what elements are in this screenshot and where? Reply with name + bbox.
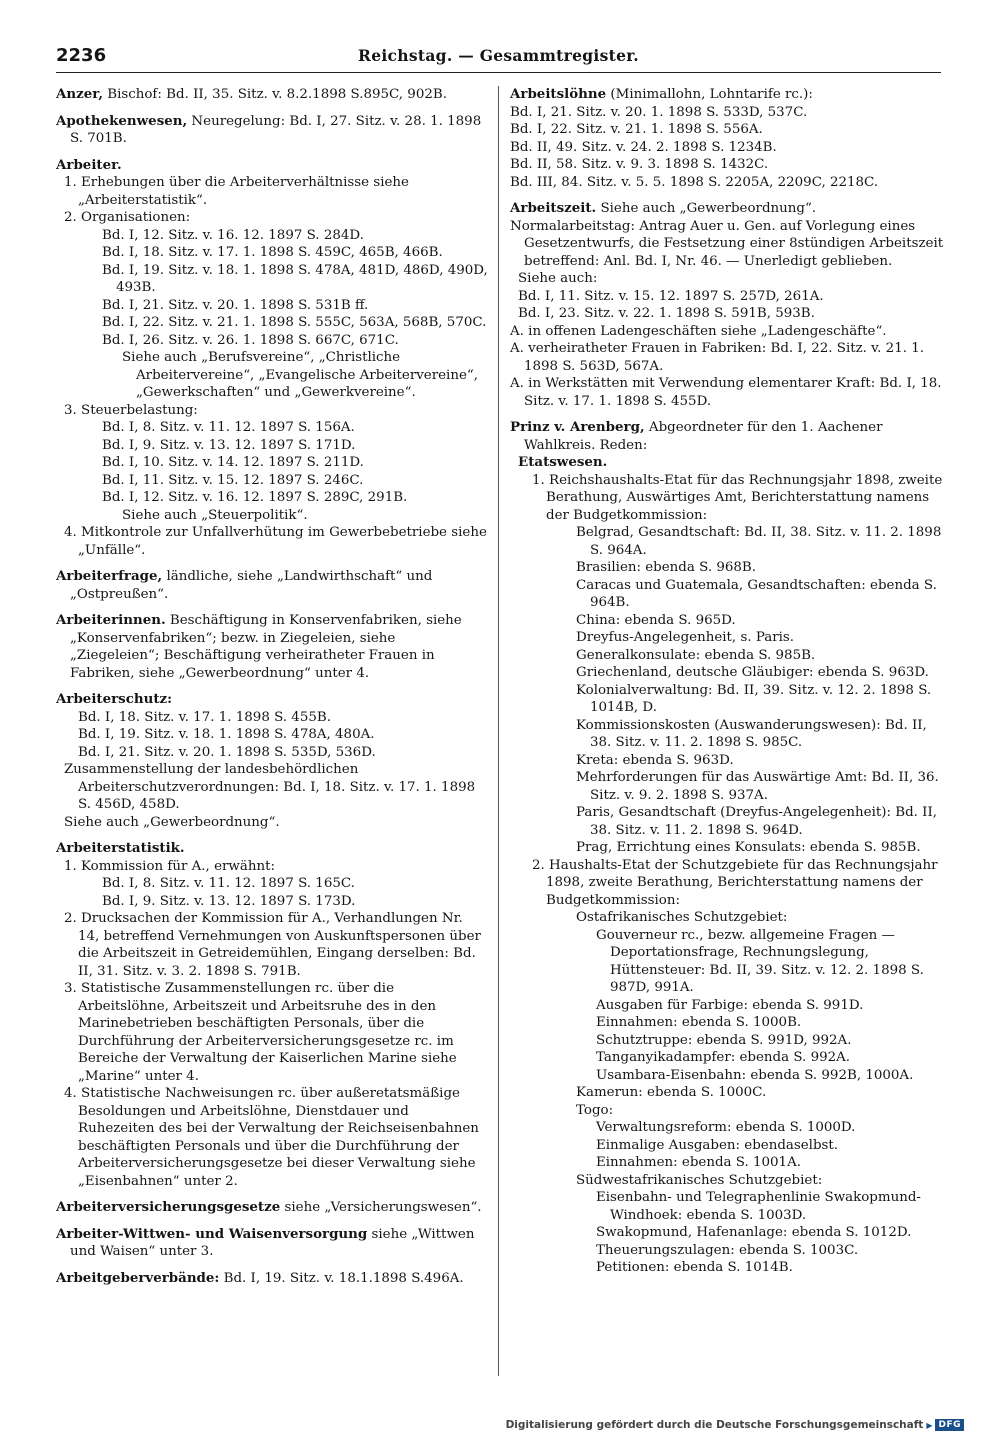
entry-reference-line: Zusammenstellung der landesbehördlichen Arbeiterschutzverordnungen: Bd. I, 18. Sitz. v. 17. 1. 1898 S. 456D, 458D. bbox=[64, 762, 476, 812]
entry-text: Bischof: Bd. II, 35. Sitz. v. 8.2.1898 S.895C, 902B. bbox=[103, 87, 447, 102]
entry-reference-line: Bd. I, 21. Sitz. v. 20. 1. 1898 S. 535D, 536D. bbox=[78, 744, 376, 760]
page-number: 2236 bbox=[56, 45, 107, 66]
entry-heading-line bbox=[56, 1270, 488, 1288]
entry-reference-line: Tanganyikadampfer: ebenda S. 992A. bbox=[596, 1050, 851, 1065]
index-entry bbox=[510, 419, 945, 1277]
entry-text: Siehe auch „Gewerbeordnung“. bbox=[596, 201, 817, 216]
entry-keyword: Arbeitgeberverbände: bbox=[56, 1269, 220, 1286]
entry-text: siehe „Versicherungswesen“. bbox=[280, 1200, 482, 1215]
entry-keyword: Anzer, bbox=[56, 86, 103, 102]
entry-heading-line bbox=[56, 157, 488, 175]
entry-reference-line: 1. Erhebungen über die Arbeiterverhältnisse siehe „Arbeiterstatistik“. bbox=[64, 175, 409, 208]
entry-reference-line: Belgrad, Gesandtschaft: Bd. II, 38. Sitz. v. 11. 2. 1898 S. 964A. bbox=[576, 525, 942, 558]
entry-text: Neuregelung: Bd. I, 27. Sitz. v. 28. 1. 1898 S. 701B. bbox=[70, 113, 482, 146]
entry-reference-line: 3. Steuerbelastung: bbox=[64, 402, 198, 418]
entry-reference-line: Caracas und Guatemala, Gesandtschaften: ebenda S. 964B. bbox=[576, 577, 937, 610]
entry-text: Bd. I, 19. Sitz. v. 18.1.1898 S.496A. bbox=[219, 1270, 464, 1286]
entry-keyword: Arbeiterstatistik. bbox=[56, 840, 185, 856]
entry-reference-line: Bd. I, 10. Sitz. v. 14. 12. 1897 S. 211D. bbox=[102, 455, 364, 470]
entry-reference-line: Usambara-Eisenbahn: ebenda S. 992B, 1000A. bbox=[596, 1067, 914, 1083]
entry-reference-line: Einmalige Ausgaben: ebendaselbst. bbox=[596, 1137, 839, 1153]
entry-keyword: Prinz v. Arenberg, bbox=[510, 419, 645, 435]
entry-reference-line: Kreta: ebenda S. 963D. bbox=[576, 752, 734, 768]
dfg-logo: DFG bbox=[935, 1419, 964, 1431]
entry-reference-line: Theuerungszulagen: ebenda S. 1003C. bbox=[596, 1242, 859, 1258]
entry-reference-line: Bd. I, 26. Sitz. v. 26. 1. 1898 S. 667C, 671C. bbox=[102, 332, 399, 348]
entry-reference-line: 4. Statistische Nachweisungen rc. über außeretatsmäßige Besoldungen und Arbeitslöhne, Dienstdauer und Ruhezeiten des bei der Verwaltung der Reichseisenbahnen beschäftigten Personals und über die Durchführung der Arbeiterversicherungsgesetze bei dieser Verwaltung siehe „Eisenbahnen“ unter 2. bbox=[64, 1086, 479, 1189]
entry-reference-line: Bd. I, 22. Sitz. v. 21. 1. 1898 S. 556A. bbox=[510, 122, 763, 137]
entry-heading-line bbox=[56, 86, 488, 104]
entry-reference-line: 4. Mitkontrole zur Unfallverhütung im Gewerbebetriebe siehe „Unfälle“. bbox=[64, 525, 487, 558]
entry-text: Abgeordneter für den 1. Aachener Wahlkreis. Reden: bbox=[524, 420, 883, 453]
entry-reference-line: Bd. I, 8. Sitz. v. 11. 12. 1897 S. 156A. bbox=[102, 420, 355, 435]
index-entry bbox=[56, 1199, 488, 1217]
entry-reference-line: 2. Organisationen: bbox=[64, 210, 191, 225]
entry-reference-line: Brasilien: ebenda S. 968B. bbox=[576, 560, 756, 575]
footer-credit bbox=[506, 1418, 964, 1432]
entry-text: ländliche, siehe „Landwirthschaft“ und „Ostpreußen“. bbox=[70, 569, 433, 602]
entry-reference-line: Togo: bbox=[576, 1102, 614, 1118]
entry-subheading: Etatswesen. bbox=[518, 454, 608, 470]
entry-reference-line: Schutztruppe: ebenda S. 991D, 992A. bbox=[596, 1032, 852, 1048]
entry-reference-line: Prag, Errichtung eines Konsulats: ebenda S. 985B. bbox=[576, 840, 921, 855]
entry-heading-line bbox=[510, 86, 945, 104]
entry-keyword: Arbeiterinnen. bbox=[56, 612, 166, 628]
index-entry bbox=[56, 1226, 488, 1261]
entry-reference-line: Verwaltungsreform: ebenda S. 1000D. bbox=[596, 1120, 856, 1135]
index-entry bbox=[56, 691, 488, 831]
entry-reference-line: Einnahmen: ebenda S. 1000B. bbox=[596, 1015, 802, 1030]
entry-reference-line: Dreyfus-Angelegenheit, s. Paris. bbox=[576, 630, 795, 645]
entry-reference-line: Bd. I, 12. Sitz. v. 16. 12. 1897 S. 284D. bbox=[102, 227, 364, 243]
index-entry bbox=[56, 86, 488, 104]
entry-reference-line: A. in offenen Ladengeschäften siehe „Ladengeschäfte“. bbox=[510, 323, 887, 339]
right-column bbox=[510, 86, 945, 1286]
entry-reference-line: 1. Reichshaushalts-Etat für das Rechnungsjahr 1898, zweite Berathung, Auswärtiges Amt, Berichterstattung namens der Budgetkommission: bbox=[532, 472, 943, 523]
entry-heading-line bbox=[56, 691, 488, 709]
entry-reference-line: Bd. I, 12. Sitz. v. 16. 12. 1897 S. 289C, 291B. bbox=[102, 490, 408, 505]
index-entry bbox=[56, 840, 488, 1190]
entry-heading-line bbox=[510, 200, 945, 218]
entry-keyword: Arbeiter-Wittwen- und Waisenversorgung bbox=[56, 1225, 368, 1242]
entry-reference-line: Bd. I, 11. Sitz. v. 15. 12. 1897 S. 246C. bbox=[102, 472, 364, 488]
entry-reference-line: Generalkonsulate: ebenda S. 985B. bbox=[576, 647, 816, 663]
entry-reference-line: Swakopmund, Hafenanlage: ebenda S. 1012D. bbox=[596, 1225, 912, 1240]
entry-keyword: Arbeiter. bbox=[56, 156, 122, 173]
entry-reference-line: Kolonialverwaltung: Bd. II, 39. Sitz. v. 12. 2. 1898 S. 1014B, D. bbox=[576, 682, 932, 715]
entry-keyword: Apothekenwesen, bbox=[56, 112, 188, 129]
entry-keyword: Arbeitslöhne bbox=[510, 86, 607, 102]
entry-reference-line: Bd. I, 8. Sitz. v. 11. 12. 1897 S. 165C. bbox=[102, 876, 355, 891]
entry-reference-line: Bd. I, 18. Sitz. v. 17. 1. 1898 S. 455B. bbox=[78, 709, 331, 725]
entry-reference-line: Kamerun: ebenda S. 1000C. bbox=[576, 1085, 767, 1100]
entry-reference-line: Paris, Gesandtschaft (Dreyfus-Angelegenheit): Bd. II, 38. Sitz. v. 11. 2. 1898 S. 964D. bbox=[576, 805, 937, 838]
entry-heading-line bbox=[56, 1226, 488, 1261]
entry-reference-line: 2. Haushalts-Etat der Schutzgebiete für das Rechnungsjahr 1898, zweite Berathung, Berichterstattung namens der Budgetkommission: bbox=[532, 857, 938, 908]
entry-reference-line: Bd. I, 23. Sitz. v. 22. 1. 1898 S. 591B, 593B. bbox=[518, 306, 815, 321]
entry-reference-line: Bd. I, 18. Sitz. v. 17. 1. 1898 S. 459C, 465B, 466B. bbox=[102, 245, 443, 260]
entry-reference-line: Bd. II, 49. Sitz. v. 24. 2. 1898 S. 1234B. bbox=[510, 139, 777, 155]
entry-reference-line: 3. Statistische Zusammenstellungen rc. über die Arbeitslöhne, Arbeitszeit und Arbeitsruhe des in den Marinebetrieben beschäftigten Personals, über die Durchführung der Arbeiterversicherungsgesetze rc. im Bereiche der Verwaltung der Kaiserlichen Marine siehe „Marine“ unter 4. bbox=[64, 981, 457, 1084]
entry-reference-line: Ausgaben für Farbige: ebenda S. 991D. bbox=[596, 997, 864, 1013]
entry-reference-line: Normalarbeitstag: Antrag Auer u. Gen. auf Vorlegung eines Gesetzentwurfs, die Festsetzung einer 8stündigen Arbeitszeit betreffend: Anl. Bd. I, Nr. 46. — Unerledigt geblieben. bbox=[510, 218, 944, 269]
entry-text: (Minimallohn, Lohntarife rc.): bbox=[606, 87, 813, 102]
index-entry bbox=[510, 200, 945, 410]
column-divider bbox=[498, 86, 499, 1376]
entry-reference-line: Bd. I, 19. Sitz. v. 18. 1. 1898 S. 478A, 480A. bbox=[78, 727, 375, 742]
entry-reference-line: A. verheiratheter Frauen in Fabriken: Bd. I, 22. Sitz. v. 21. 1. 1898 S. 563D, 567A. bbox=[510, 341, 925, 374]
entry-reference-line: Gouverneur rc., bezw. allgemeine Fragen — Deportationsfrage, Rechnungslegung, Hüttensteuer: Bd. II, 39. Sitz. v. 12. 2. 1898 S. 987D, 991A. bbox=[596, 927, 924, 995]
entry-reference-line: Südwestafrikanisches Schutzgebiet: bbox=[576, 1172, 823, 1188]
entry-heading-line bbox=[56, 568, 488, 603]
entry-heading-line bbox=[56, 840, 488, 858]
footer-credit-text: Digitalisierung gefördert durch die Deutsche Forschungsgemeinschaft bbox=[505, 1419, 924, 1431]
index-entry bbox=[56, 612, 488, 682]
page-header bbox=[56, 44, 941, 73]
entry-text: siehe „Wittwen und Waisen“ unter 3. bbox=[70, 1226, 475, 1259]
entry-reference-line: A. in Werkstätten mit Verwendung elementarer Kraft: Bd. I, 18. Sitz. v. 17. 1. 1898 S. 455D. bbox=[510, 376, 942, 409]
entry-reference-line: Einnahmen: ebenda S. 1001A. bbox=[596, 1155, 801, 1170]
arrow-icon: ▶ bbox=[926, 1420, 933, 1430]
entry-reference-line: Eisenbahn- und Telegraphenlinie Swakopmund-Windhoek: ebenda S. 1003D. bbox=[596, 1190, 921, 1223]
entry-reference-line: 1. Kommission für A., erwähnt: bbox=[64, 858, 275, 874]
entry-reference-line: Petitionen: ebenda S. 1014B. bbox=[596, 1260, 793, 1275]
entry-reference-line: Siehe auch „Steuerpolitik“. bbox=[122, 507, 308, 523]
entry-reference-line: Bd. II, 58. Sitz. v. 9. 3. 1898 S. 1432C. bbox=[510, 157, 769, 172]
index-entry bbox=[56, 568, 488, 603]
entry-reference-line: Bd. I, 21. Sitz. v. 20. 1. 1898 S. 531B ff. bbox=[102, 297, 369, 313]
entry-heading-line bbox=[510, 419, 945, 454]
entry-reference-line: Bd. I, 9. Sitz. v. 13. 12. 1897 S. 173D. bbox=[102, 893, 356, 909]
entry-reference-line: Siehe auch „Gewerbeordnung“. bbox=[64, 814, 280, 830]
entry-keyword: Arbeiterfrage, bbox=[56, 568, 163, 584]
entry-reference-line: Bd. I, 9. Sitz. v. 13. 12. 1897 S. 171D. bbox=[102, 437, 356, 453]
entry-reference-line: Griechenland, deutsche Gläubiger: ebenda S. 963D. bbox=[576, 665, 929, 680]
entry-keyword: Arbeiterschutz: bbox=[56, 691, 173, 707]
entry-heading-line bbox=[56, 113, 488, 148]
entry-reference-line: Mehrforderungen für das Auswärtige Amt: Bd. II, 36. Sitz. v. 9. 2. 1898 S. 937A. bbox=[576, 770, 939, 803]
entry-heading-line bbox=[56, 1199, 488, 1217]
entry-reference-line: Siehe auch: bbox=[518, 271, 598, 286]
entry-heading-line bbox=[56, 612, 488, 682]
left-column bbox=[56, 86, 488, 1296]
entry-reference-line: Ostafrikanisches Schutzgebiet: bbox=[576, 910, 788, 925]
entry-text: Beschäftigung in Konservenfabriken, siehe „Konservenfabriken“; bezw. in Ziegeleien, siehe „Ziegeleien“; Beschäftigung verheiratheter Frauen in Fabriken, siehe „Gewerbeordnung“ unter 4. bbox=[70, 613, 462, 681]
entry-reference-line: Bd. III, 84. Sitz. v. 5. 5. 1898 S. 2205A, 2209C, 2218C. bbox=[510, 174, 879, 190]
index-entry bbox=[56, 113, 488, 148]
running-title: Reichstag. — Gesammtregister. bbox=[358, 46, 639, 65]
entry-reference-line: Bd. I, 22. Sitz. v. 21. 1. 1898 S. 555C, 563A, 568B, 570C. bbox=[102, 315, 487, 330]
entry-reference-line: 2. Drucksachen der Kommission für A., Verhandlungen Nr. 14, betreffend Vernehmungen von Auskunftspersonen über die Arbeitszeit in Getreidemühlen, Eingang derselben: Bd. II, 31. Sitz. v. 3. 2. 1898 S. 791B. bbox=[64, 911, 481, 979]
index-entry bbox=[56, 157, 488, 560]
entry-reference-line: Bd. I, 19. Sitz. v. 18. 1. 1898 S. 478A, 481D, 486D, 490D, 493B. bbox=[102, 262, 488, 295]
entry-reference-line: China: ebenda S. 965D. bbox=[576, 612, 736, 628]
index-entry bbox=[56, 1270, 488, 1288]
entry-reference-line: Siehe auch „Berufsvereine“, „Christliche Arbeitervereine“, „Evangelische Arbeitervereine“, „Gewerkschaften“ und „Gewerkvereine“. bbox=[122, 350, 478, 400]
entry-reference-line: Kommissionskosten (Auswanderungswesen): Bd. II, 38. Sitz. v. 11. 2. 1898 S. 985C. bbox=[576, 717, 927, 750]
entry-reference-line: Bd. I, 21. Sitz. v. 20. 1. 1898 S. 533D, 537C. bbox=[510, 104, 808, 120]
entry-keyword: Arbeitszeit. bbox=[510, 200, 597, 216]
entry-keyword: Arbeiterversicherungsgesetze bbox=[56, 1199, 281, 1215]
entry-reference-line: Bd. I, 11. Sitz. v. 15. 12. 1897 S. 257D, 261A. bbox=[518, 288, 824, 304]
index-entry bbox=[510, 86, 945, 191]
